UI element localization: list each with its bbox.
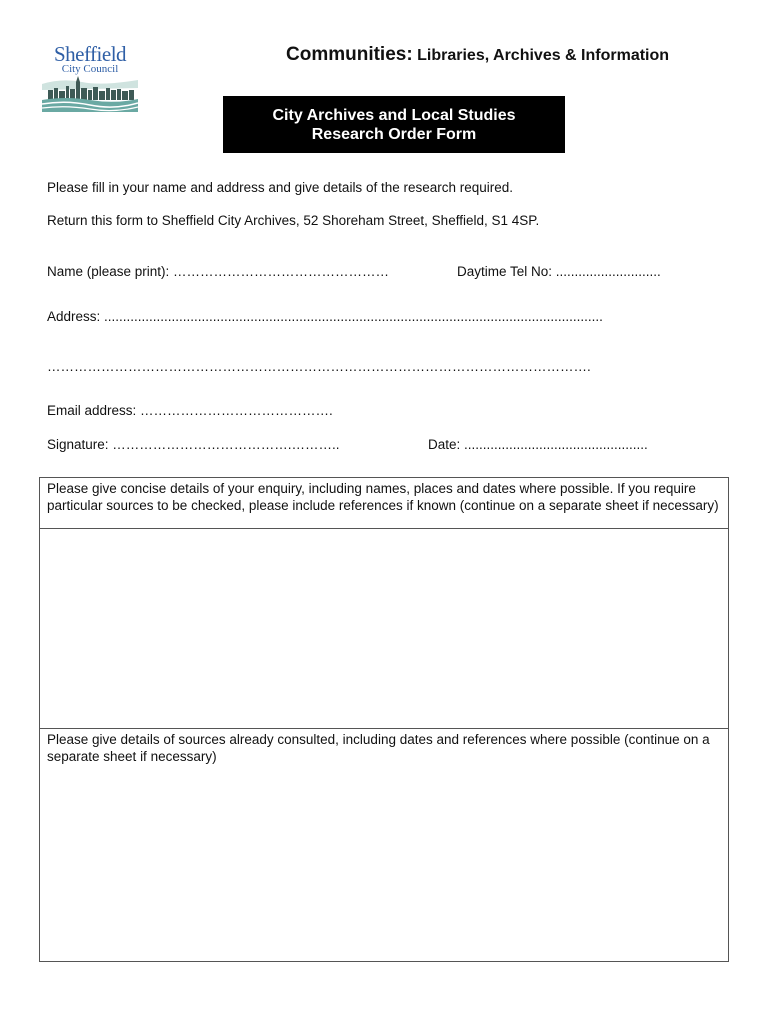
enquiry-instructions-box	[39, 477, 729, 529]
form-title-banner	[223, 96, 565, 153]
email-field[interactable]: Email address: …………………………………….	[47, 403, 333, 418]
logo-wordmark: Sheffield	[53, 42, 127, 66]
sources-instructions: Please give details of sources already consulted, including dates and references where possible (continue on a separate sheet if necessary)	[47, 732, 710, 764]
sources-consulted-area[interactable]	[39, 728, 729, 962]
return-address: Return this form to Sheffield City Archives, 52 Shoreham Street, Sheffield, S1 4SP.	[47, 213, 540, 228]
address-field-line2[interactable]: ………………………………………………………………………………………………………….	[47, 359, 591, 374]
intro-instructions: Please fill in your name and address and give details of the research required.	[47, 180, 514, 195]
sheffield-logo	[42, 42, 138, 112]
daytime-tel-field[interactable]: Daytime Tel No: ............................	[457, 264, 661, 279]
enquiry-instructions: Please give concise details of your enquiry, including names, places and dates where possible. If you require particular sources to be checked, please include references if known (continue on a separate sheet if necessary)	[47, 481, 719, 513]
enquiry-details-area[interactable]	[39, 528, 729, 729]
form-title-line1: City Archives and Local Studies	[272, 106, 516, 124]
department-name: Communities:	[286, 44, 413, 65]
date-field[interactable]: Date: .................................................	[428, 437, 648, 452]
department-heading	[286, 44, 669, 66]
form-title-line2: Research Order Form	[311, 125, 477, 143]
name-field[interactable]: Name (please print): …………………………………………	[47, 264, 390, 279]
signature-field[interactable]: Signature: ………………………………….………..	[47, 437, 340, 452]
department-subtitle: Libraries, Archives & Information	[412, 47, 670, 64]
address-field[interactable]: Address: .....................................................................................................................................	[47, 309, 603, 324]
logo-subtitle: City Council	[61, 63, 119, 75]
city-skyline-icon	[42, 76, 138, 112]
